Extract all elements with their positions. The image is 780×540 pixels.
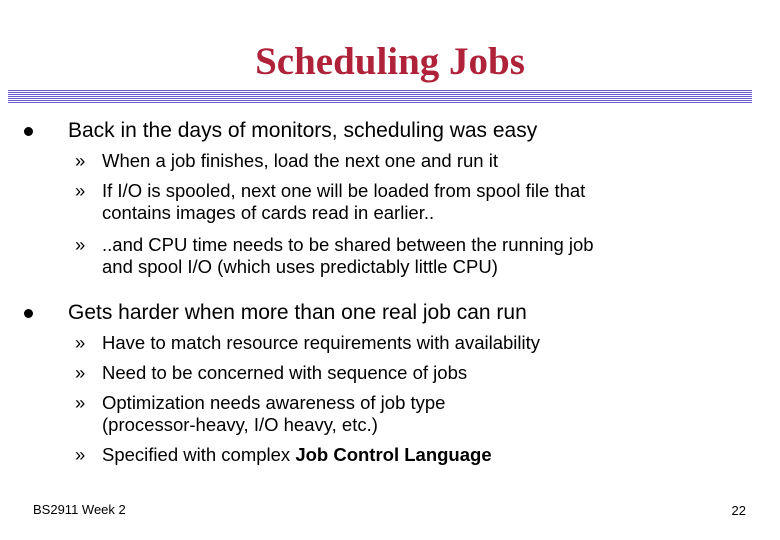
sub-bullet-line <box>102 444 492 466</box>
sub-bullet-line: If I/O is spooled, next one will be loaded from spool file that <box>102 180 586 201</box>
sub-bullet-line: ..and CPU time needs to be shared between the running job <box>102 234 594 255</box>
sub-bullet-prefix: Specified with complex <box>102 444 296 465</box>
sub-bullet-marker-icon: » <box>75 392 86 413</box>
sub-bullet-marker-icon: » <box>75 332 86 353</box>
sub-bullet-line: When a job finishes, load the next one and run it <box>102 150 498 171</box>
sub-bullet-line: and spool I/O (which uses predictably little CPU) <box>102 256 498 277</box>
bullet-text: Gets harder when more than one real job can run <box>68 301 527 324</box>
sub-bullet-line: Optimization needs awareness of job type <box>102 392 446 413</box>
footer-page-number: 22 <box>731 503 746 518</box>
bullet-dot-icon <box>24 309 33 318</box>
sub-bullet-marker-icon: » <box>75 444 86 465</box>
sub-bullet-line: (processor-heavy, I/O heavy, etc.) <box>102 414 378 435</box>
sub-bullet-line: Need to be concerned with sequence of jobs <box>102 362 468 383</box>
sub-bullet-marker-icon: » <box>75 180 86 201</box>
slide-title: Scheduling Jobs <box>255 40 525 83</box>
bullet-dot-icon <box>24 127 33 136</box>
sub-bullet-line: Have to match resource requirements with availability <box>102 332 541 353</box>
footer-course-label: BS2911 Week 2 <box>33 502 126 517</box>
title-underline-rule <box>8 90 752 103</box>
sub-bullet-marker-icon: » <box>75 362 86 383</box>
sub-bullet-marker-icon: » <box>75 234 86 255</box>
job-control-language-term: Job Control Language <box>295 444 492 465</box>
bullet-text: Back in the days of monitors, scheduling was easy <box>68 119 538 142</box>
sub-bullet-line: contains images of cards read in earlier.. <box>102 202 435 223</box>
sub-bullet-marker-icon: » <box>75 150 86 171</box>
